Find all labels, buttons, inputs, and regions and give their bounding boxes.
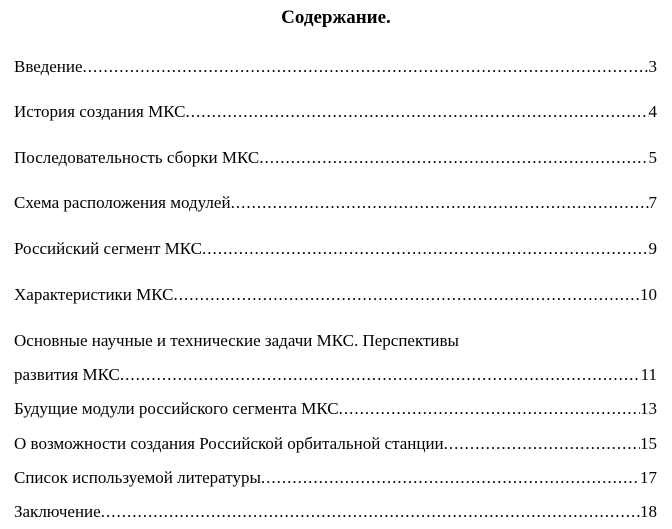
toc-page-number: 18 bbox=[640, 502, 657, 521]
toc-entry-label: Введение bbox=[14, 57, 83, 76]
toc-page-number: 15 bbox=[640, 434, 657, 453]
toc-leader-dots bbox=[261, 467, 640, 489]
toc-entry-assembly bbox=[14, 147, 657, 169]
toc-entry-label: История создания МКС bbox=[14, 102, 186, 121]
toc-page-number: 10 bbox=[640, 285, 657, 304]
toc-leader-dots bbox=[202, 238, 649, 260]
toc-page-number: 13 bbox=[640, 399, 657, 418]
toc-entry-label: Будущие модули российского сегмента МКС bbox=[14, 399, 339, 418]
toc-entry-label: О возможности создания Российской орбитальной станции bbox=[14, 434, 444, 453]
page-title: Содержание. bbox=[281, 7, 391, 28]
toc-page-number: 11 bbox=[640, 365, 657, 384]
toc-leader-dots bbox=[339, 398, 640, 420]
toc-page-number: 4 bbox=[648, 102, 657, 121]
toc-entry-russian-station bbox=[14, 433, 657, 455]
toc-entry-label: Список используемой литературы bbox=[14, 468, 261, 487]
toc-entry-label-line1: Основные научные и технические задачи МКС. Перспективы bbox=[14, 331, 459, 350]
toc-entry-history bbox=[14, 101, 657, 123]
toc-entry-label: Последовательность сборки МКС bbox=[14, 148, 260, 167]
toc-leader-dots bbox=[83, 56, 649, 78]
toc-entry-label: Характеристики МКС bbox=[14, 285, 174, 304]
toc-leader-dots bbox=[444, 433, 640, 455]
toc-entry-label: Заключение bbox=[14, 502, 101, 521]
toc-page-number: 7 bbox=[648, 193, 657, 212]
toc-entry-future-modules bbox=[14, 398, 657, 420]
toc-page-number: 9 bbox=[648, 239, 657, 258]
toc-entry-references bbox=[14, 467, 657, 489]
toc-entry-tasks-perspectives bbox=[14, 330, 657, 386]
toc-leader-dots bbox=[231, 192, 649, 214]
toc-leader-dots bbox=[185, 101, 648, 123]
toc-leader-dots bbox=[174, 284, 640, 306]
toc-entry-conclusion bbox=[14, 501, 657, 523]
toc-entry-label: Схема расположения модулей bbox=[14, 193, 231, 212]
toc-entry-russian-segment bbox=[14, 238, 657, 260]
toc-page-number: 5 bbox=[648, 148, 657, 167]
toc-entry-modules-layout bbox=[14, 192, 657, 214]
toc-leader-dots bbox=[259, 147, 648, 169]
toc-page-number: 17 bbox=[640, 468, 657, 487]
toc-leader-dots bbox=[120, 364, 641, 386]
toc-entry-label: развития МКС bbox=[14, 365, 120, 384]
toc-page-number: 3 bbox=[648, 57, 657, 76]
toc-entry-characteristics bbox=[14, 284, 657, 306]
toc-leader-dots bbox=[101, 501, 640, 523]
toc-entry-label: Российский сегмент МКС bbox=[14, 239, 202, 258]
toc-entry-introduction bbox=[14, 56, 657, 78]
